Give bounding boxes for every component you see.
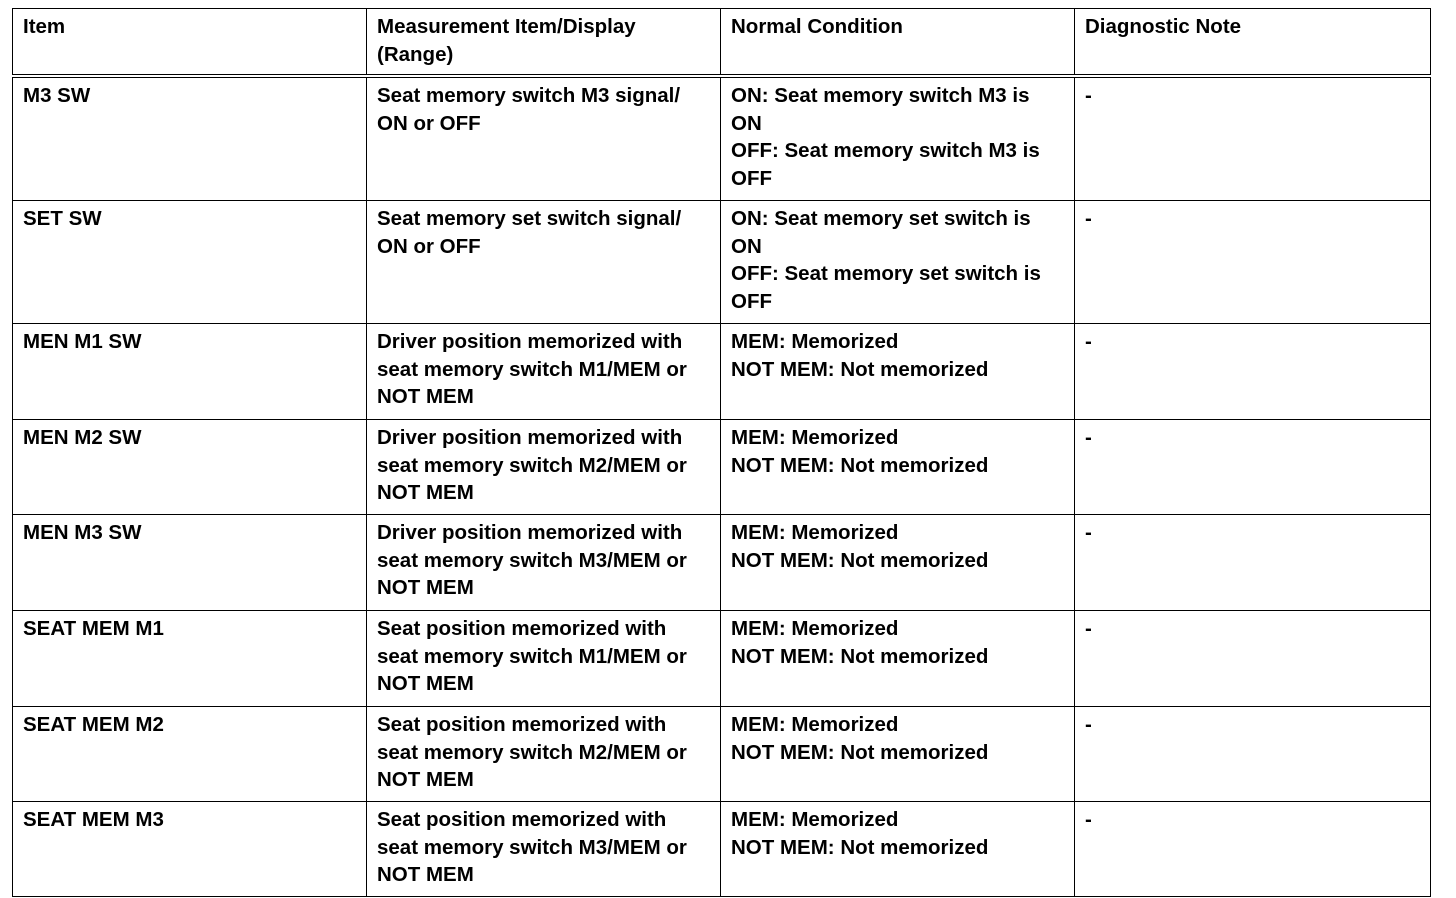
cell-diagnostic-note: - <box>1075 802 1431 897</box>
normal-condition-line: MEM: Memorized <box>731 617 899 640</box>
normal-condition-line: MEM: Memorized <box>731 713 899 736</box>
table-row <box>13 324 1431 420</box>
cell-normal-condition <box>721 707 1075 802</box>
cell-item: M3 SW <box>13 76 367 201</box>
header-diagnostic-note: Diagnostic Note <box>1075 9 1431 77</box>
normal-condition-line: MEM: Memorized <box>731 426 899 449</box>
cell-diagnostic-note: - <box>1075 707 1431 802</box>
cell-item: MEN M2 SW <box>13 420 367 515</box>
normal-condition-line: MEM: Memorized <box>731 521 899 544</box>
table-row <box>13 707 1431 802</box>
normal-condition-line: OFF: Seat memory switch M3 is OFF <box>731 139 1040 190</box>
data-list-table <box>12 8 1431 897</box>
cell-normal-condition <box>721 420 1075 515</box>
cell-diagnostic-note: - <box>1075 324 1431 420</box>
normal-condition-line: NOT MEM: Not memorized <box>731 740 989 764</box>
cell-measurement: Seat memory switch M3 signal/ ON or OFF <box>367 76 721 201</box>
cell-normal-condition <box>721 802 1075 897</box>
cell-normal-condition <box>721 611 1075 707</box>
cell-diagnostic-note: - <box>1075 76 1431 201</box>
header-row <box>13 9 1431 77</box>
table-body <box>13 76 1431 897</box>
cell-measurement: Seat position memorized with seat memory switch M2/MEM or NOT MEM <box>367 707 721 802</box>
cell-normal-condition <box>721 324 1075 420</box>
cell-item: SEAT MEM M3 <box>13 802 367 897</box>
header-normal-condition: Normal Condition <box>721 9 1075 77</box>
normal-condition-line: NOT MEM: Not memorized <box>731 357 989 381</box>
normal-condition-line: OFF: Seat memory set switch is OFF <box>731 262 1041 313</box>
cell-measurement: Driver position memorized with seat memory switch M2/MEM or NOT MEM <box>367 420 721 515</box>
cell-item: SET SW <box>13 201 367 324</box>
normal-condition-line: MEM: Memorized <box>731 808 899 831</box>
cell-item: SEAT MEM M1 <box>13 611 367 707</box>
cell-measurement: Seat memory set switch signal/ ON or OFF <box>367 201 721 324</box>
table-row <box>13 76 1431 201</box>
normal-condition-line: MEM: Memorized <box>731 330 899 353</box>
normal-condition-line: NOT MEM: Not memorized <box>731 835 989 859</box>
header-item: Item <box>13 9 367 77</box>
cell-diagnostic-note: - <box>1075 201 1431 324</box>
table-row <box>13 802 1431 897</box>
cell-measurement: Driver position memorized with seat memory switch M3/MEM or NOT MEM <box>367 515 721 611</box>
table-row <box>13 611 1431 707</box>
normal-condition-line: NOT MEM: Not memorized <box>731 644 989 668</box>
normal-condition-line: NOT MEM: Not memorized <box>731 453 989 477</box>
cell-measurement: Driver position memorized with seat memory switch M1/MEM or NOT MEM <box>367 324 721 420</box>
normal-condition-line: ON: Seat memory set switch is ON <box>731 207 1031 258</box>
table-row <box>13 420 1431 515</box>
header-measurement: Measurement Item/Display (Range) <box>367 9 721 77</box>
table-row <box>13 201 1431 324</box>
normal-condition-line: ON: Seat memory switch M3 is ON <box>731 84 1030 135</box>
table-row <box>13 515 1431 611</box>
cell-diagnostic-note: - <box>1075 420 1431 515</box>
cell-normal-condition <box>721 76 1075 201</box>
normal-condition-line: NOT MEM: Not memorized <box>731 548 989 572</box>
cell-item: MEN M1 SW <box>13 324 367 420</box>
cell-item: MEN M3 SW <box>13 515 367 611</box>
cell-normal-condition <box>721 515 1075 611</box>
cell-measurement: Seat position memorized with seat memory switch M3/MEM or NOT MEM <box>367 802 721 897</box>
cell-normal-condition <box>721 201 1075 324</box>
cell-measurement: Seat position memorized with seat memory switch M1/MEM or NOT MEM <box>367 611 721 707</box>
cell-item: SEAT MEM M2 <box>13 707 367 802</box>
cell-diagnostic-note: - <box>1075 515 1431 611</box>
cell-diagnostic-note: - <box>1075 611 1431 707</box>
